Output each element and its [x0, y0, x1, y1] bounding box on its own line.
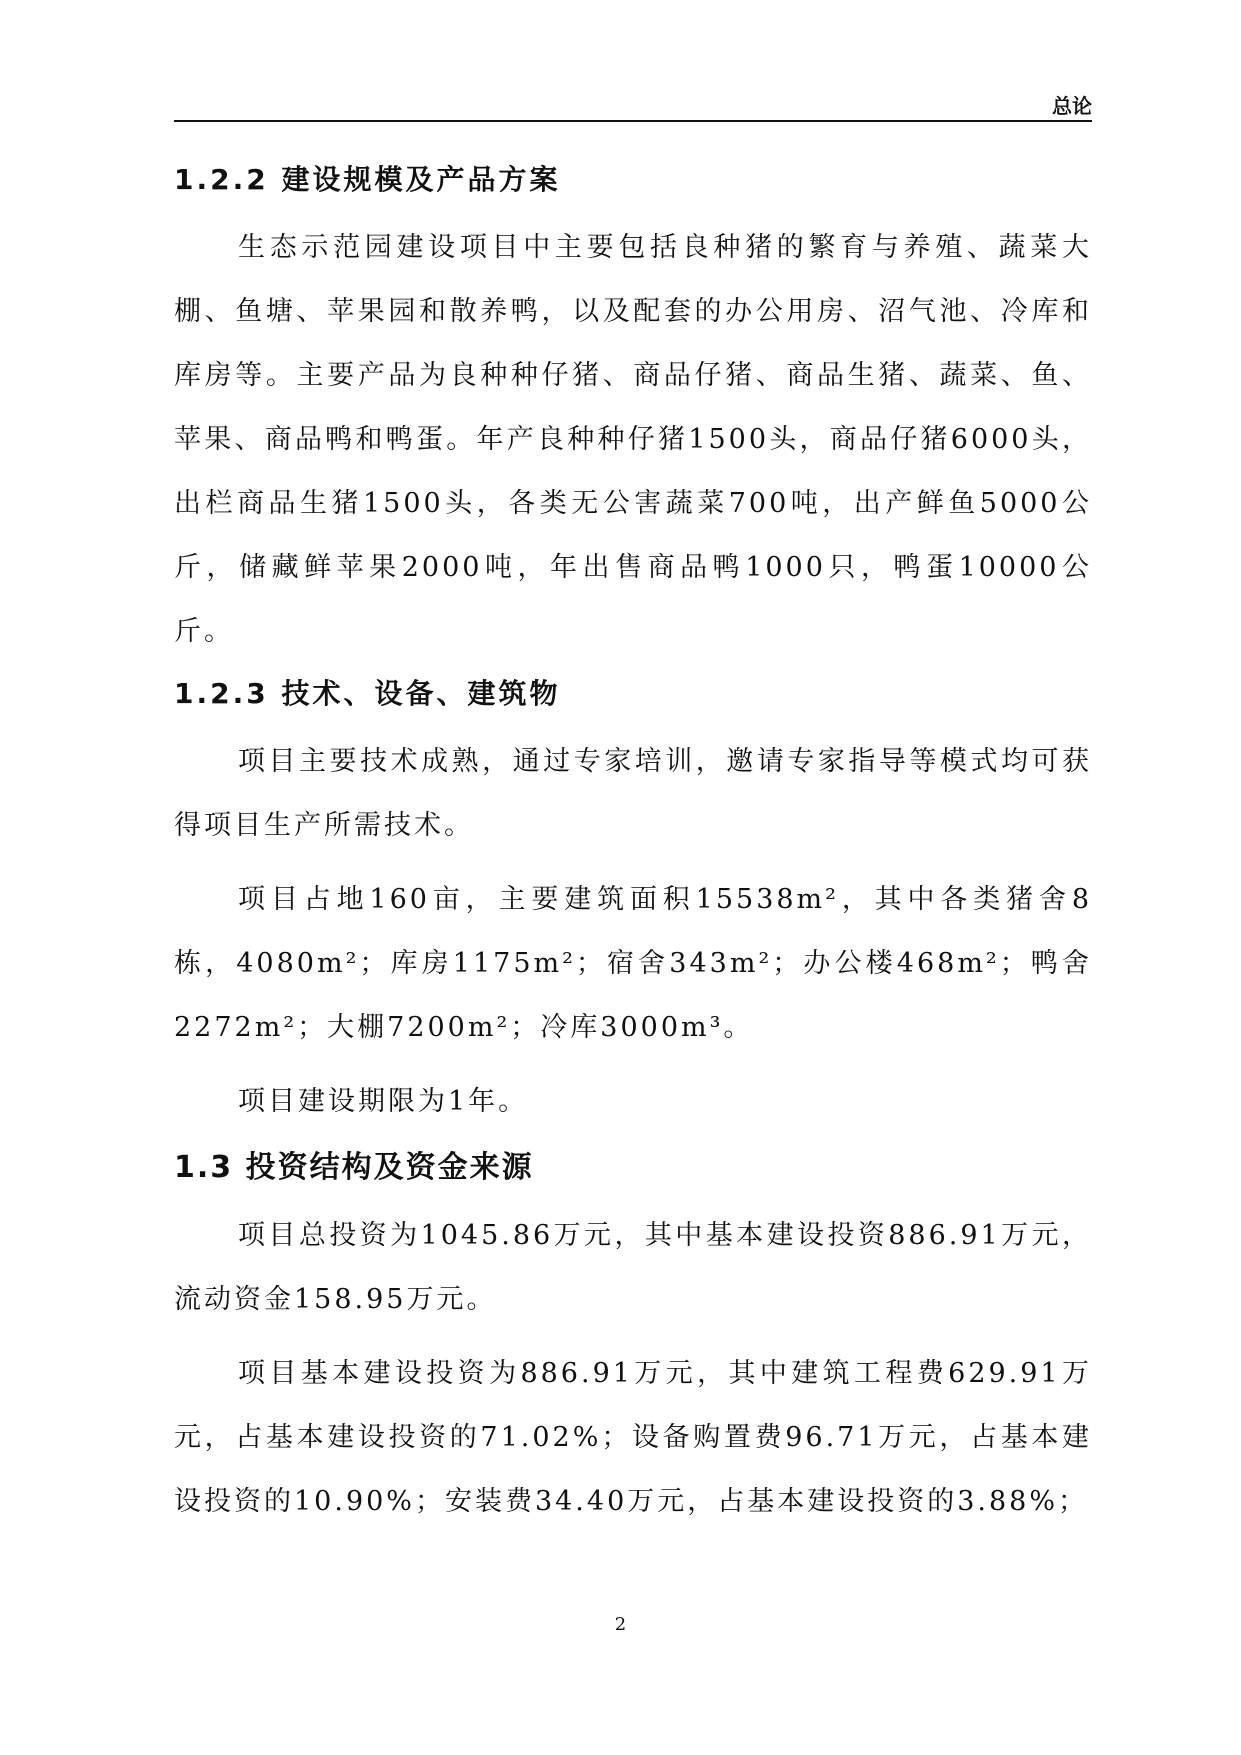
body-paragraph: 项目主要技术成熟，通过专家培训，邀请专家指导等模式均可获得项目生产所需技术。 [174, 746, 1092, 841]
body-paragraph: 项目总投资为1045.86万元，其中基本建设投资886.91万元，流动资金158.95万元。 [174, 1220, 1092, 1315]
page-number: 2 [614, 1614, 627, 1635]
section-construction-scale [174, 160, 1092, 664]
section-heading: 1.2.2 建设规模及产品方案 [174, 163, 561, 196]
section-investment-structure [174, 1148, 1092, 1534]
running-header: 总论 [1052, 94, 1092, 118]
section-heading: 1.3 投资结构及资金来源 [174, 1150, 534, 1185]
body-paragraph: 生态示范园建设项目中主要包括良种猪的繁育与养殖、蔬菜大棚、鱼塘、苹果园和散养鸭，以及配套的办公用房、沼气池、冷库和库房等。主要产品为良种种仔猪、商品仔猪、商品生猪、蔬菜、鱼、苹果、商品鸭和鸭蛋。年产良种种仔猪1500头，商品仔猪6000头，出栏商品生猪1500头，各类无公害蔬菜700吨，出产鲜鱼5000公斤，储藏鲜苹果2000吨，年出售商品鸭1000只，鸭蛋10000公斤。 [174, 232, 1092, 647]
body-paragraph: 项目建设期限为1年。 [238, 1086, 529, 1117]
page-content [174, 150, 1092, 1544]
section-technology-buildings [174, 674, 1092, 1134]
body-paragraph: 项目占地160亩，主要建筑面积15538m²，其中各类猪舍8栋，4080m²；库房1175m²；宿舍343m²；办公楼468m²；鸭舍2272m²；大棚7200m²；冷库3000m³。 [174, 884, 1092, 1043]
section-heading: 1.2.3 技术、设备、建筑物 [174, 677, 561, 710]
body-paragraph: 项目基本建设投资为886.91万元，其中建筑工程费629.91万元，占基本建设投资的71.02%；设备购置费96.71万元，占基本建设投资的10.90%；安装费34.40万元，占基本建设投资的3.88%； [174, 1358, 1092, 1517]
header-rule [174, 120, 1092, 122]
